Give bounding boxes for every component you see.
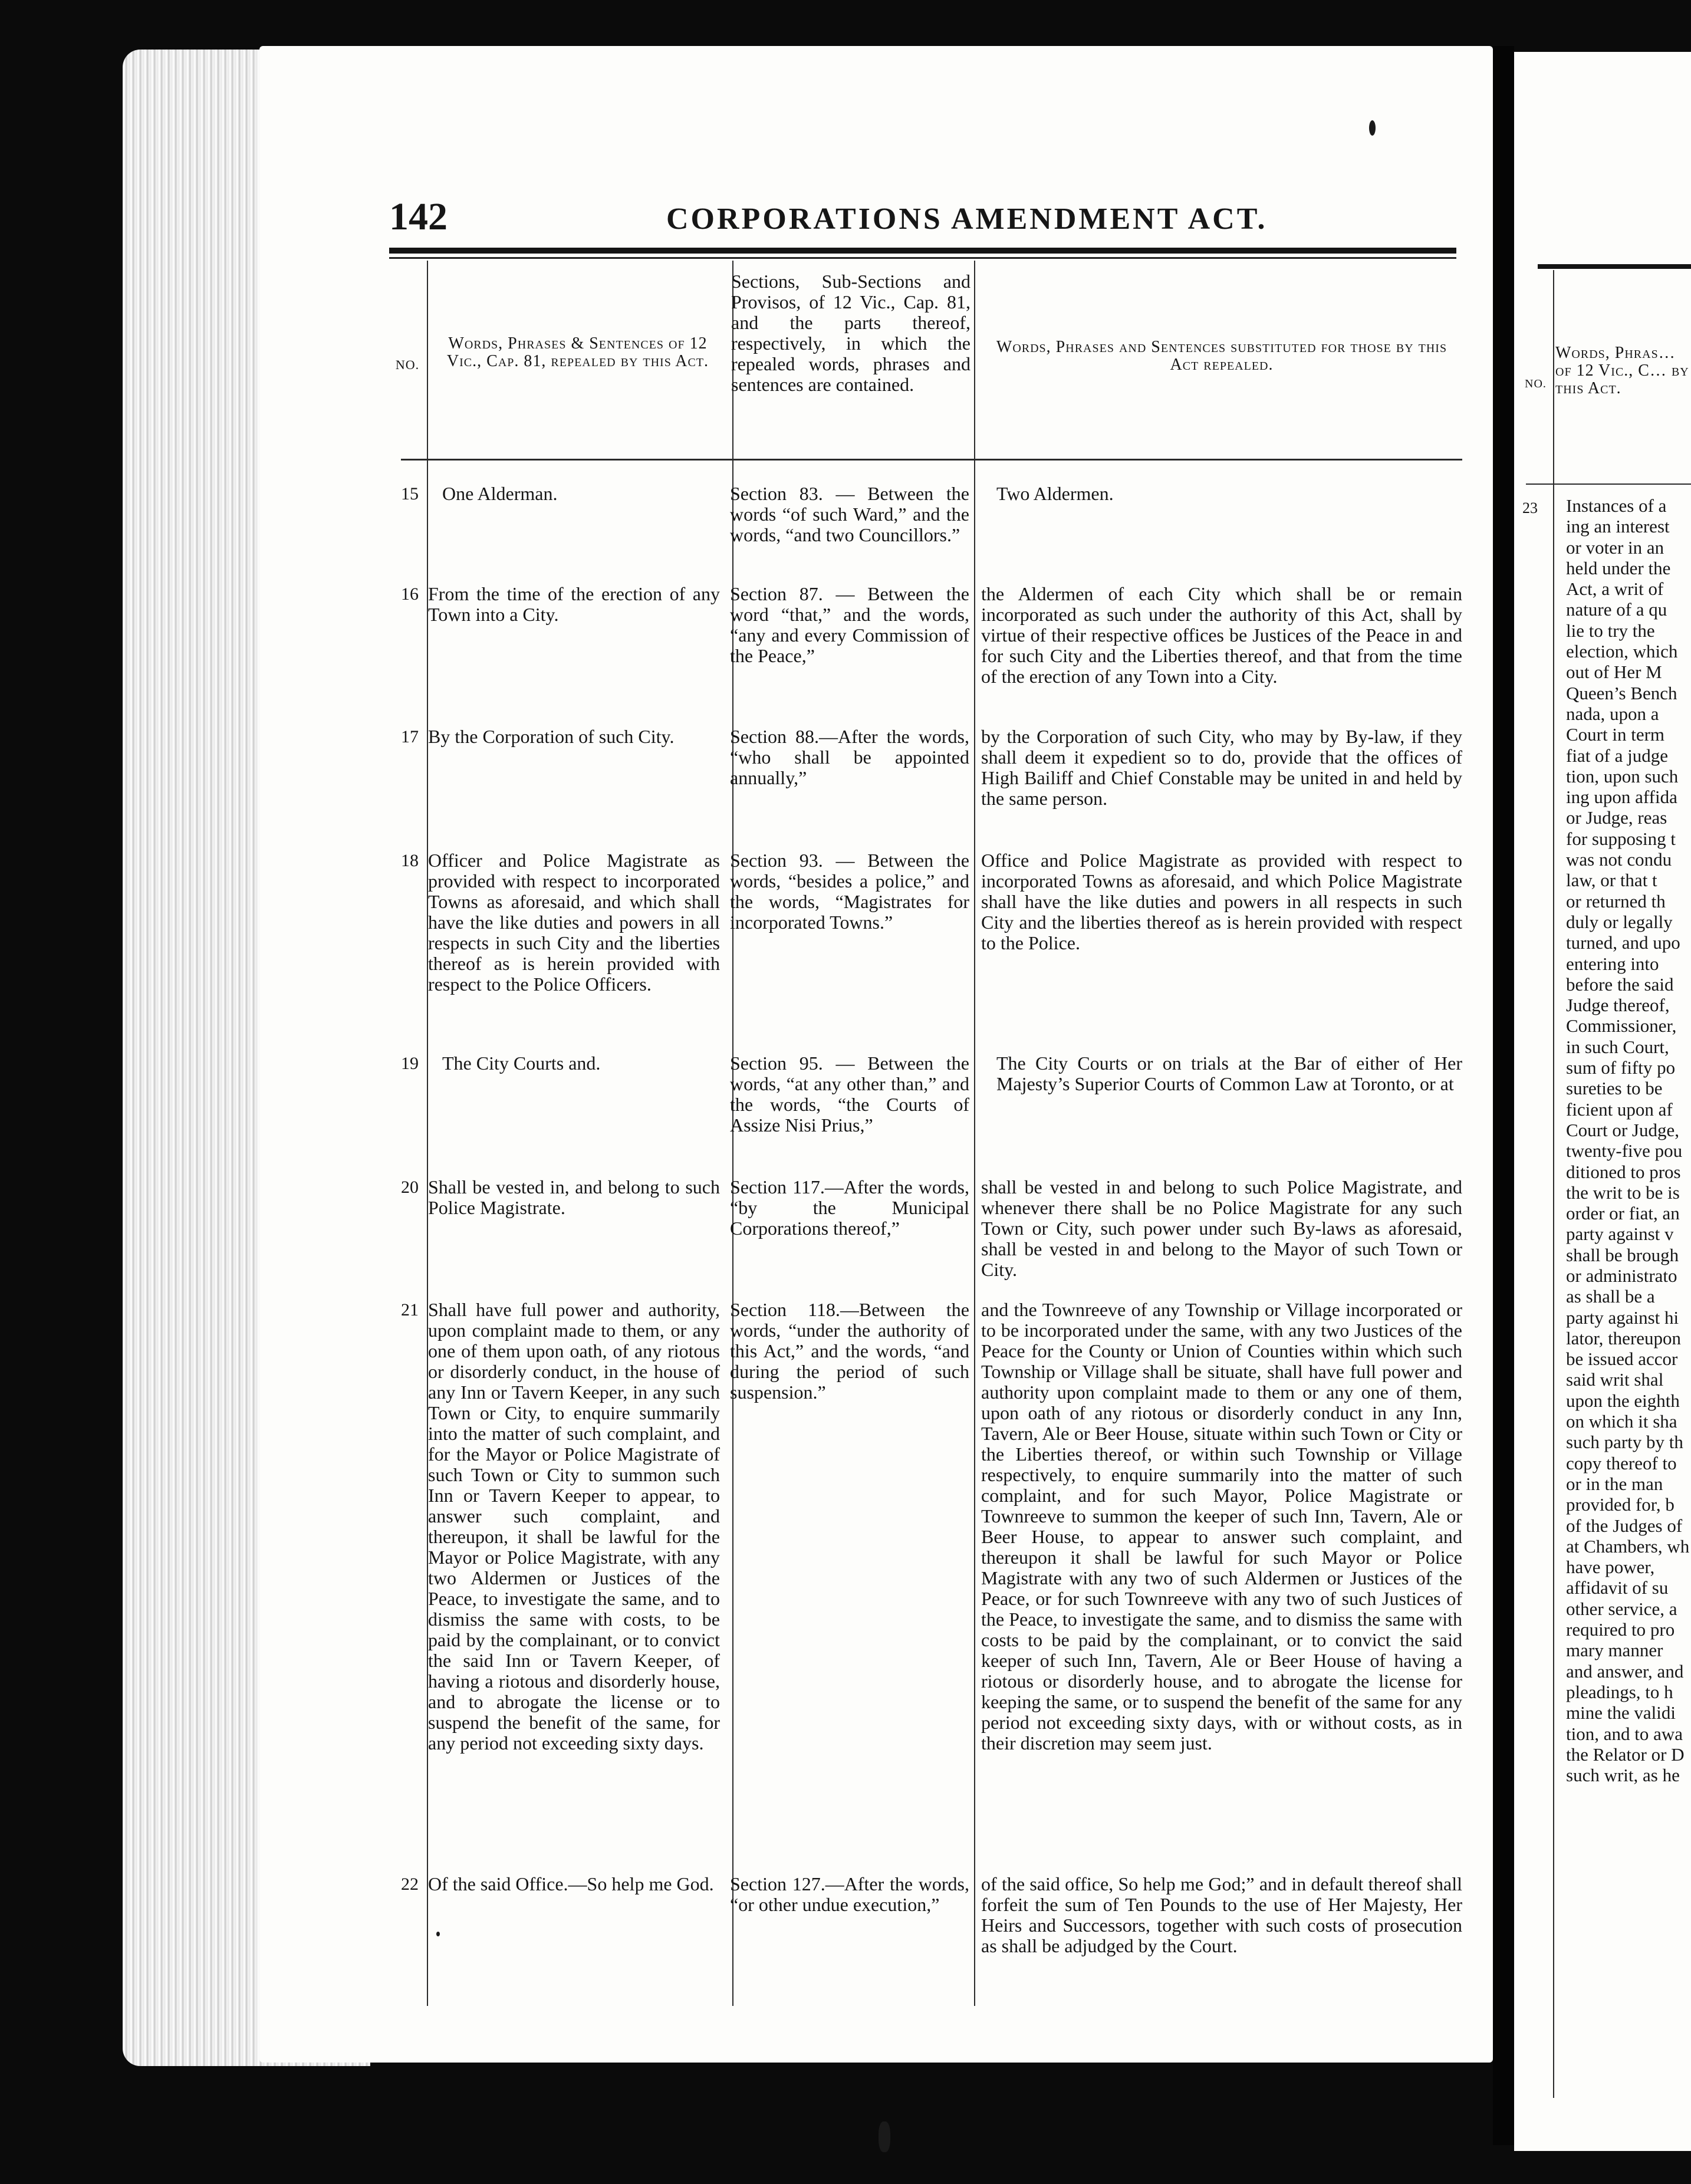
facing-page: [1514, 52, 1691, 2151]
facing-page-line: Act, a writ of: [1566, 578, 1664, 600]
facing-page-column-rule: [1553, 270, 1554, 2098]
section-text: Section 87. — Between the word “that,” and the words, “any and every Commission of the Peace,”: [730, 583, 969, 666]
row-number: 17: [401, 727, 419, 746]
book-gutter: [1493, 46, 1514, 2145]
facing-page-line: ficient upon af: [1566, 1098, 1673, 1120]
running-title: CORPORATIONS AMENDMENT ACT.: [666, 202, 1268, 236]
facing-page-line: such writ, as he: [1566, 1765, 1680, 1786]
facing-page-line: tion, and to awa: [1566, 1723, 1683, 1744]
facing-page-line: Commissioner,: [1566, 1015, 1677, 1037]
facing-page-line: ditioned to pros: [1566, 1161, 1681, 1182]
column-header-substituted: Words, Phrases and Sentences substituted for those by this Act repealed.: [996, 338, 1447, 374]
facing-page-line: copy thereof to: [1566, 1452, 1677, 1473]
facing-page-line: the Relator or D: [1566, 1744, 1685, 1765]
row-number: 21: [401, 1300, 419, 1320]
facing-page-header-rule: [1526, 483, 1691, 485]
page-number: 142: [389, 195, 448, 238]
ink-speck: [436, 1932, 440, 1936]
facing-page-line: sureties to be: [1566, 1078, 1663, 1099]
facing-page-line: before the said: [1566, 973, 1674, 995]
facing-page-header-fragment: Words, Phras… of 12 Vic., C… by this Act.: [1555, 344, 1689, 397]
row-number: 15: [401, 484, 419, 504]
repealed-text: Shall be vested in, and belong to such Police Magistrate.: [428, 1176, 720, 1218]
facing-page-line: other service, a: [1566, 1598, 1677, 1619]
facing-page-line: at Chambers, wh: [1566, 1535, 1690, 1557]
facing-page-line: Queen’s Bench: [1566, 682, 1677, 703]
substituted-text: shall be vested in and belong to such Police Magistrate, and whenever there shall be no Police Magistrate for any such Town or City, such power under such By-laws as aforesaid, shall be vested in and belong to the Mayor of such Town or City.: [981, 1176, 1462, 1280]
facing-page-line: party against hi: [1566, 1307, 1679, 1328]
facing-page-line: ing upon affida: [1566, 787, 1677, 808]
facing-page-line: pleadings, to h: [1566, 1681, 1673, 1702]
facing-page-line: Judge thereof,: [1566, 995, 1670, 1016]
column-header-no: NO.: [395, 357, 420, 372]
column-rule: [974, 261, 975, 2006]
facing-page-line: or administrato: [1566, 1265, 1677, 1286]
facing-page-line: for supposing t: [1566, 828, 1676, 849]
facing-page-line: fiat of a judge: [1566, 745, 1669, 766]
facing-page-rule: [1538, 264, 1691, 269]
facing-page-line: turned, and upo: [1566, 932, 1680, 953]
substituted-text: of the said office, So help me God;” and in default thereof shall forfeit the sum of Ten Pounds to the use of Her Majesty, Her Heirs and Successors, together with such costs of prosecution as shall be adjudged by the Court.: [981, 1873, 1462, 1956]
facing-page-line: mine the validi: [1566, 1702, 1676, 1723]
row-number: 19: [401, 1054, 419, 1073]
section-text: Section 93. — Between the words, “besides a police,” and the words, “Magistrates for incorporated Towns.”: [730, 850, 969, 933]
facing-page-line: mary manner: [1566, 1640, 1663, 1661]
facing-page-line: or in the man: [1566, 1473, 1663, 1494]
facing-page-line: was not condu: [1566, 849, 1672, 870]
facing-page-line: provided for, b: [1566, 1494, 1674, 1515]
repealed-text: Shall have full power and authority, upon complaint made to them, or any one of them upon oath, of any riotous or disorderly conduct, in the house of any Inn or Tavern Keeper, in any such Town or City, to enquire summarily into the matter of such complaint, and for the Mayor or Police Magistrate of such Town or City to summon such Inn or Tavern Keeper to appear, to answer such complaint, and thereupon, it shall be lawful for the Mayor or Police Magistrate, with any two Aldermen or Justices of the Peace, to investigate the same, and to dismiss the same with costs, to be paid by the complainant, or to convict the said Inn or Tavern Keeper, of having a riotous and disorderly house, and to abrogate the license or to suspend the benefit of the same, for any period not exceeding sixty days.: [428, 1299, 720, 1754]
ink-speck: [1369, 120, 1376, 136]
facing-page-no-header: NO.: [1525, 377, 1547, 390]
facing-page-text: [1566, 495, 1689, 1785]
header-rule-thick: [389, 248, 1456, 254]
substituted-text: The City Courts or on trials at the Bar of either of Her Majesty’s Superior Courts of Common Law at Toronto, or at: [996, 1052, 1462, 1094]
repealed-text: One Alderman.: [442, 483, 558, 504]
facing-page-line: affidavit of su: [1566, 1577, 1669, 1598]
facing-page-line: on which it sha: [1566, 1411, 1677, 1432]
section-text: Section 83. — Between the words “of such Ward,” and the words, “and two Councillors.”: [730, 483, 969, 545]
facing-page-line: Court or Judge,: [1566, 1119, 1680, 1140]
facing-page-line: be issued accor: [1566, 1348, 1678, 1370]
section-text: Section 88.—After the words, “who shall be appointed annually,”: [730, 726, 969, 788]
facing-page-line: held under the: [1566, 557, 1671, 578]
substituted-text: the Aldermen of each City which shall be or remain incorporated as such under the authority of this Act, shall by virtue of their respective offices be Justices of the Peace in and for such City and the Liberties thereof, and that from the time of the erection of any Town into a City.: [981, 583, 1462, 687]
facing-page-line: shall be brough: [1566, 1244, 1679, 1265]
substituted-text: Two Aldermen.: [996, 483, 1114, 504]
column-header-rule: [401, 459, 1462, 461]
section-text: Section 118.—Between the words, “under the authority of this Act,” and the words, “and during the period of such suspension.”: [730, 1299, 969, 1403]
facing-page-line: or voter in an: [1566, 537, 1664, 558]
facing-page-line: election, which: [1566, 641, 1678, 662]
row-number: 16: [401, 584, 419, 604]
facing-page-line: sum of fifty po: [1566, 1057, 1676, 1078]
facing-page-line: in such Court,: [1566, 1036, 1669, 1057]
facing-page-line: Court in term: [1566, 724, 1665, 745]
facing-page-line: as shall be a: [1566, 1286, 1655, 1307]
facing-page-line: party against v: [1566, 1223, 1674, 1245]
facing-page-line: out of Her M: [1566, 662, 1662, 683]
facing-page-line: such party by th: [1566, 1432, 1683, 1453]
facing-page-line: required to pro: [1566, 1619, 1675, 1640]
facing-page-line: have power,: [1566, 1557, 1655, 1578]
facing-page-line: twenty-five pou: [1566, 1140, 1683, 1162]
section-text: Section 127.—After the words, “or other undue execution,”: [730, 1873, 969, 1915]
repealed-text: By the Corporation of such City.: [428, 726, 675, 747]
facing-page-line: and answer, and: [1566, 1660, 1684, 1682]
substituted-text: by the Corporation of such City, who may by By-law, if they shall deem it expedient so to do, provide that the offices of High Bailiff and Chief Constable may be united in and held by the same person.: [981, 726, 1462, 809]
facing-page-line: nature of a qu: [1566, 599, 1667, 620]
facing-page-line: duly or legally: [1566, 911, 1673, 932]
facing-page-line: or Judge, reas: [1566, 807, 1667, 828]
facing-page-line: order or fiat, an: [1566, 1203, 1680, 1224]
row-number: 22: [401, 1874, 419, 1894]
facing-page-line: of the Judges of: [1566, 1515, 1683, 1536]
running-head: [389, 195, 1462, 242]
row-number: 20: [401, 1177, 419, 1197]
facing-page-line: or returned th: [1566, 890, 1666, 912]
facing-page-line: upon the eighth: [1566, 1390, 1680, 1411]
section-text: Section 95. — Between the words, “at any other than,” and the words, “the Courts of Assize Nisi Prius,”: [730, 1052, 969, 1136]
facing-page-line: lie to try the: [1566, 620, 1655, 641]
repealed-text: The City Courts and.: [442, 1052, 601, 1074]
substituted-text: Office and Police Magistrate as provided with respect to incorporated Towns as aforesaid, and which Police Magistrate shall have the like duties and powers in all respects in such City and the liberties thereof as is herein provided with respect to the Police.: [981, 850, 1462, 953]
facing-page-line: the writ to be is: [1566, 1182, 1680, 1203]
repealed-text: Of the said Office.—So help me God.: [428, 1873, 714, 1894]
repealed-text: Officer and Police Magistrate as provided with respect to incorporated Towns as aforesaid, and which shall have the like duties and powers in all respects in such City and the liberties thereof as is herein provided with respect to the Police Officers.: [428, 850, 720, 995]
ink-speck: [879, 2121, 890, 2152]
facing-page-line: tion, upon such: [1566, 765, 1679, 787]
facing-page-line: law, or that t: [1566, 870, 1657, 891]
facing-page-line: ing an interest: [1566, 516, 1670, 537]
repealed-text: From the time of the erection of any Town into a City.: [428, 583, 720, 625]
facing-page-line: said writ shal: [1566, 1369, 1664, 1390]
facing-page-row-number: 23: [1522, 499, 1538, 517]
facing-page-line: entering into: [1566, 953, 1659, 974]
header-rule-thin: [389, 257, 1456, 259]
facing-page-line: nada, upon a: [1566, 703, 1659, 724]
row-number: 18: [401, 851, 419, 870]
section-text: Section 117.—After the words, “by the Municipal Corporations thereof,”: [730, 1176, 969, 1239]
column-header-section: Sections, Sub-Sections and Provisos, of 12 Vic., Cap. 81, and the parts thereof, respectively, in which the repealed words, phrases and sentences are contained.: [731, 271, 970, 395]
facing-page-line: lator, thereupon: [1566, 1327, 1682, 1348]
facing-page-line: Instances of a: [1566, 495, 1667, 516]
substituted-text: and the Townreeve of any Township or Village incorporated or to be incorporated under the same, with any two Justices of the Peace for the County or Union of Counties within which such Township or Village shall be situate, shall have full power and authority upon complaint made to them or any one of them, upon oath of any riotous or disorderly conduct in any Inn, Tavern, Ale or Beer House, situate within such Town or City or the Liberties thereof, or within such Township or Village respectively, to enquire summarily into the matter of such complaint, and for such Mayor, Police Magistrate or Townreeve to summon the keeper of such Inn, Tavern, Ale or Beer House, to appear to answer such complaint, and thereupon it shall be lawful for such Mayor or Police Magistrate with any two of such Aldermen or Justices of the Peace, or for such Townreeve with any two of such Justices of the Peace, to investigate the same, and to dismiss the same with costs to be paid by the complainant, or to convict the said keeper of such Inn, Tavern, Ale or Beer House of having a riotous or disorderly house, and to abrogate the license for keeping the same, or to suspend the benefit of the same for any period not exceeding sixty days, with or without costs, as in their discretion may seem just.: [981, 1299, 1462, 1754]
column-header-repealed: Words, Phrases & Sentences of 12 Vic., Cap. 81, repealed by this Act.: [446, 334, 709, 370]
